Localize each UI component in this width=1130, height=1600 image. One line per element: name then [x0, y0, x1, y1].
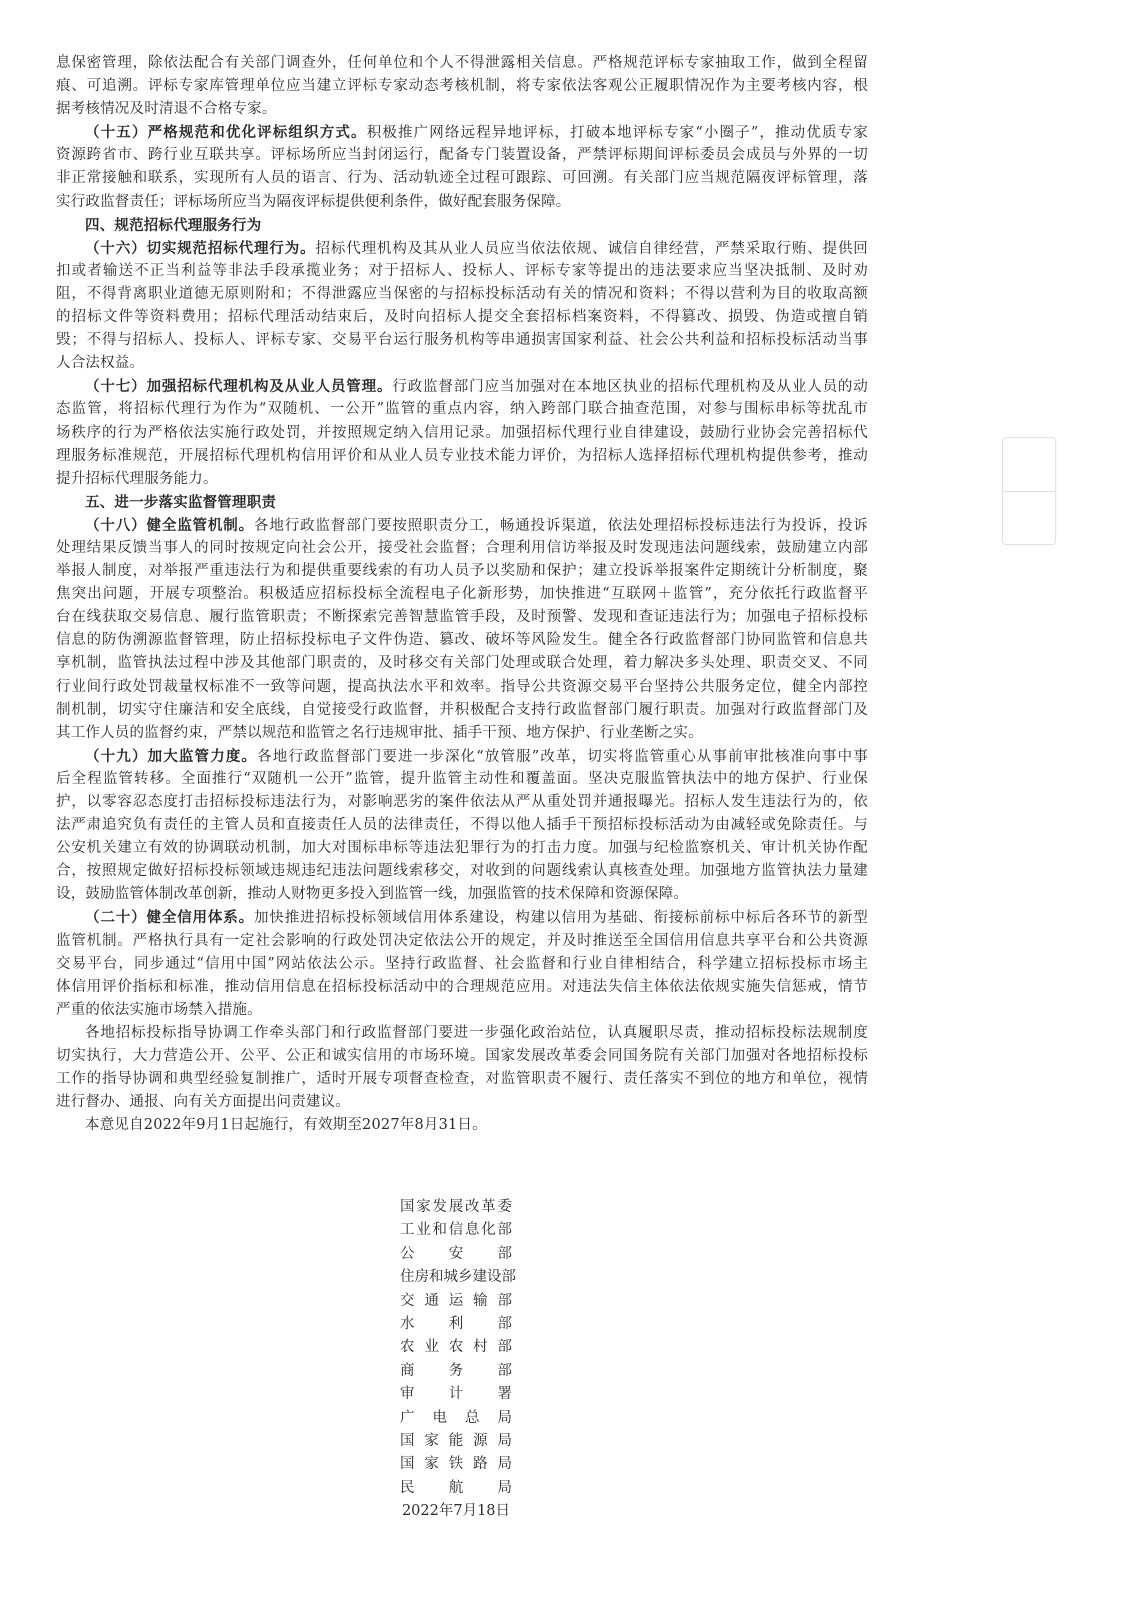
- text-line: 据考核情况及时清退不合格专家。: [56, 101, 277, 118]
- text-line: 其工作人员的监督约束，严禁以规范和监管之名行违规审批、插手干预、地方保护、行业垄断之实。: [56, 724, 703, 741]
- text-line: 制机制，切实守住廉洁和安全底线，自觉接受行政监督，并积极配合支持行政监督部门履行职责。加强对行政监督部门及: [56, 701, 868, 718]
- text-line: 行业间行政处罚裁量权标准不一致等问题，提高执法水平和效率。指导公共资源交易平台坚持公共服务定位，健全内部控: [56, 678, 868, 695]
- clause-16-heading: （十六）切实规范招标代理行为。: [85, 239, 316, 257]
- document-body: [56, 52, 868, 1137]
- text-line: 合，按照规定做好招标投标领域违规违纪违法问题线索移交，对收到的问题线索认真核查处理。加强地方监管执法力量建: [56, 863, 868, 880]
- text-line: 理服务标准规范，开展招标代理机构信用评价和从业人员专业技术能力评价，为招标人选择招标代理机构提供参考，推动: [56, 447, 868, 464]
- issuing-agency: 工业和信息化部: [400, 1222, 512, 1239]
- text-line: 享机制，监管执法过程中涉及其他部门职责的，及时移交有关部门处理或联合处理，着力解决多头处理、职责交叉、不同: [56, 655, 868, 672]
- text-line: 交易平台，同步通过“信用中国”网站依法公示。坚持行政监督、社会监督和行业自律相结合，科学建立招标投标市场主: [56, 955, 868, 972]
- text-line: 毁；不得与招标人、投标人、评标专家、交易平台运行服务机构等串通损害国家利益、社会公共利益和招标投标活动当事: [56, 332, 868, 349]
- text-line: 阻，不得背离职业道德无原则附和；不得泄露应当保密的与招标投标活动有关的情况和资料；不得以营利为目的收取高额: [56, 285, 868, 302]
- text-line: 态监管，将招标代理行为作为“双随机、一公开”监管的重点内容，纳入跨部门联合抽查范围，对参与围标串标等扰乱市: [56, 401, 868, 418]
- text-line: 息保密管理，除依法配合有关部门调查外，任何单位和个人不得泄露相关信息。严格规范评标专家抽取工作，做到全程留: [56, 55, 868, 71]
- issuing-agency: 水利部: [400, 1315, 512, 1332]
- text-line: 信息的防伪溯源监督管理，防止招标投标电子文件伪造、篡改、破坏等风险发生。健全各行政监督部门协同监管和信息共: [56, 632, 868, 649]
- text-line: 护，以零容忍态度打击招标投标违法行为，对影响恶劣的案件依法从严从重处罚并通报曝光。招标人发生违法行为的，依: [56, 794, 868, 810]
- floating-side-toolbar: [1002, 437, 1056, 545]
- text-line: 监管机制。严格执行具有一定社会影响的行政处罚决定依法公开的规定，并及时推送至全国信用信息共享平台和公共资源: [56, 932, 868, 949]
- signature-block: [400, 1196, 516, 1523]
- text-line: 提升招标代理服务能力。: [56, 470, 218, 487]
- issuing-agency: 交通运输部: [400, 1292, 512, 1309]
- text-line: 切实执行，大力营造公开、公平、公正和诚实信用的市场环境。国家发展改革委会同国务院有关部门加强对各地招标投标: [56, 1048, 868, 1065]
- text-line: 扣或者输送不正当利益等非法手段承揽业务；对于招标人、投标人、评标专家等提出的违法要求应当坚决抵制、及时劝: [56, 262, 868, 279]
- text-line: 处理结果反馈当事人的同时按规定向社会公开，接受社会监督；合理利用信访举报及时发现违法问题线索，鼓励建立内部: [56, 539, 868, 556]
- text-line: 体信用评价指标和标准，推动信用信息在招标投标活动中的合理规范应用。对违法失信主体依法依规实施失信惩戒，情节: [56, 978, 868, 995]
- clause-15-heading: （十五）严格规范和优化评标组织方式。: [85, 124, 367, 142]
- issuing-agency: 审计署: [400, 1386, 512, 1403]
- section-5-heading: 五、进一步落实监督管理职责: [85, 493, 277, 511]
- side-toolbar-button-top[interactable]: [1003, 438, 1055, 491]
- clause-17-first-line: [56, 375, 868, 398]
- clause-text: 行政监督部门应当加强对在本地区执业的招标代理机构及从业人员的动: [392, 379, 868, 396]
- issuing-agency: 国家能源局: [400, 1432, 512, 1449]
- issue-date: 2022年7月18日: [401, 1503, 511, 1520]
- text-line: 焦突出问题，开展专项整治。积极适应招标投标全流程电子化新形势，加快推进“互联网＋监管”，充分依托行政监督平: [56, 586, 868, 603]
- text-line: 的招标文件等资料费用；招标代理活动结束后，及时向招标人提交全套招标档案资料，不得篡改、损毁、伪造或擅自销: [56, 309, 868, 326]
- issuing-agency: 商务部: [400, 1362, 512, 1379]
- text-line: 工作的指导协调和典型经验复制推广，适时开展专项督查检查，对监管职责不履行、责任落实不到位的地方和单位，视情: [56, 1071, 868, 1088]
- clause-19-first-line: [56, 745, 868, 768]
- text-line: 资源跨省市、跨行业互联共享。评标场所应当封闭运行，配备专门装置设备，严禁评标期间评标委员会成员与外界的一切: [56, 147, 868, 164]
- clause-17-heading: （十七）加强招标代理机构及从业人员管理。: [85, 378, 393, 396]
- effective-date-statement: 本意见自2022年9月1日起施行，有效期至2027年8月31日。: [85, 1117, 487, 1134]
- text-line: 设，鼓励监管体制改革创新，推动人财物更多投入到监管一线，加强监管的技术保障和资源保障。: [56, 886, 689, 903]
- text-line: 场秩序的行为严格依法实施行政处罚，并按照规定纳入信用记录。加强招标代理行业自律建设，鼓励行业协会完善招标代: [56, 424, 868, 441]
- text-line: 台在线获取交易信息、履行监管职责；不断探索完善智慧监管手段，及时预警、发现和查证违法行为；加强电子招标投标: [56, 609, 868, 626]
- clause-text: 积极推广网络远程异地评标，打破本地评标专家“小圈子”，推动优质专家: [366, 125, 868, 142]
- text-line: 举报人制度，对举报严重违法行为和提供重要线索的有功人员予以奖励和保护；建立投诉举报案件定期统计分析制度，聚: [56, 563, 868, 580]
- clause-18-first-line: [56, 514, 868, 537]
- text-line: 后全程监管转移。全面推行“双随机一公开”监管，提升监管主动性和覆盖面。坚决克服监管执法中的地方保护、行业保: [56, 770, 868, 787]
- issuing-agency: 民航局: [400, 1479, 512, 1496]
- clause-20-heading: （二十）健全信用体系。: [85, 909, 255, 927]
- issuing-agency: 国家铁路局: [400, 1456, 512, 1473]
- text-line: 法严肃追究负有责任的主管人员和直接责任人员的法律责任，不得以他人插手干预招标投标活动为由减轻或免除责任。与: [56, 817, 868, 834]
- issuing-agency: 住房和城乡建设部: [400, 1269, 516, 1286]
- issuing-agency: 国家发展改革委: [400, 1199, 512, 1215]
- clause-18-heading: （十八）健全监管机制。: [85, 516, 255, 534]
- clause-text: 各地行政监督部门要按照职责分工，畅通投诉渠道，依法处理招标投标违法行为投诉，投诉: [254, 517, 868, 534]
- text-line: 人合法权益。: [56, 355, 145, 372]
- clause-15-first-line: [56, 121, 868, 144]
- issuing-agency: 农业农村部: [400, 1339, 512, 1356]
- issuing-agency: 广电总局: [400, 1409, 512, 1426]
- clause-text: 各地行政监督部门要进一步深化“放管服”改革，切实将监管重心从事前审批核准向事中事: [257, 748, 868, 765]
- text-line: 痕、可追溯。评标专家库管理单位应当建立评标专家动态考核机制，将专家依法客观公正履职情况作为主要考核内容，根: [56, 78, 868, 95]
- clause-text: 加快推进招标投标领域信用体系建设，构建以信用为基础、衔接标前标中标后各环节的新型: [254, 910, 868, 927]
- clause-text: 招标代理机构及其从业人员应当依法依规、诚信自律经营，严禁采取行贿、提供回: [315, 240, 868, 257]
- text-line: 进行督办、通报、向有关方面提出问责建议。: [56, 1094, 350, 1111]
- closing-paragraph-first-line: 各地招标投标指导协调工作牵头部门和行政监督部门要进一步强化政治站位，认真履职尽责，推动招标投标法规制度: [85, 1024, 868, 1041]
- text-line: 非正常接触和联系，实现所有人员的语言、行为、活动轨迹全过程可跟踪、可回溯。有关部门应当规范隔夜评标管理，落: [56, 170, 868, 187]
- issuing-agency: 公安部: [400, 1245, 512, 1262]
- text-line: 公安机关建立有效的协调联动机制，加大对围标串标等违法犯罪行为的打击力度。加强与纪检监察机关、审计机关协作配: [56, 840, 868, 857]
- text-line: 严重的依法实施市场禁入措施。: [56, 1001, 262, 1018]
- clause-20-first-line: [56, 906, 868, 929]
- text-line: 实行政监督责任；评标场所应当为隔夜评标提供便利条件，做好配套服务保障。: [56, 193, 571, 210]
- section-4-heading: 四、规范招标代理服务行为: [85, 216, 262, 234]
- side-toolbar-button-bottom[interactable]: [1003, 491, 1055, 544]
- clause-19-heading: （十九）加大监管力度。: [85, 747, 258, 765]
- clause-16-first-line: [56, 237, 868, 260]
